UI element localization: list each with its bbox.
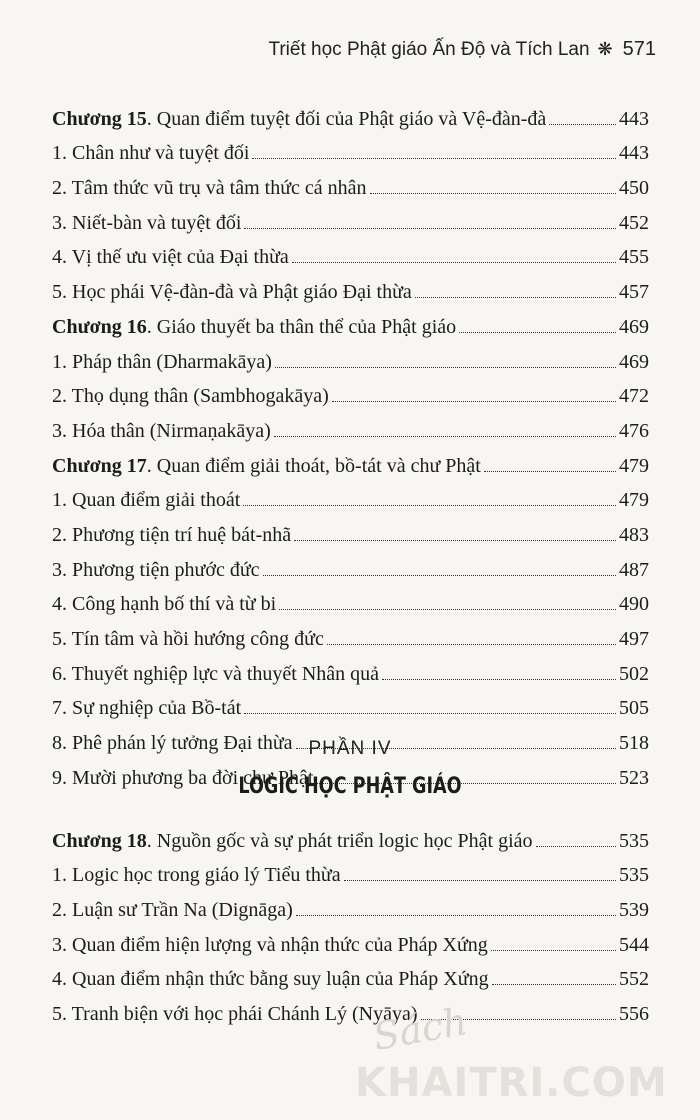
toc-entry-title: 1. Pháp thân (Dharmakāya) [52, 350, 272, 373]
toc-entry [52, 512, 649, 547]
part-heading: PHẦN IV [308, 738, 392, 759]
toc-entry-title: . Nguồn gốc và sự phát triển logic học Phật giáo [146, 829, 533, 852]
toc-entry-label [52, 488, 240, 512]
toc-page-number: 450 [619, 177, 649, 200]
toc-entry-title: 7. Sự nghiệp của Bồ-tát [52, 697, 242, 720]
toc-entry-title: 2. Luận sư Trần Na (Dignāga) [52, 899, 293, 922]
toc-entry-title: 4. Vị thế ưu việt của Đại thừa [52, 246, 289, 269]
toc-entry [52, 922, 649, 957]
chapter-number: Chương 17 [52, 454, 147, 477]
dot-leader [459, 332, 616, 333]
watermark-script: Sách [369, 999, 471, 1059]
toc-page-number: 455 [619, 246, 649, 269]
dot-leader [549, 124, 616, 125]
toc-entry-title: 4. Quan điểm nhận thức bằng suy luận của Pháp Xứng [52, 968, 489, 991]
toc-entry-label [52, 176, 367, 200]
toc-entry-label [52, 245, 289, 269]
dot-leader [296, 915, 616, 916]
dot-leader [244, 713, 616, 714]
toc-page-number: 556 [619, 1003, 649, 1026]
dot-leader [274, 436, 616, 437]
toc-page-number: 490 [619, 593, 649, 616]
toc-entry-label [52, 454, 481, 478]
chapter-number: Chương 15 [52, 107, 147, 130]
toc-entry-label [52, 898, 293, 922]
toc-entry-label [52, 863, 341, 887]
dot-leader [243, 505, 616, 506]
toc-section-1 [52, 96, 649, 790]
dot-leader [382, 679, 616, 680]
dot-leader [292, 262, 616, 263]
separator-ornament: ❋ [597, 39, 613, 59]
toc-page-number: 476 [619, 419, 649, 442]
toc-page-number: 497 [619, 628, 649, 650]
toc-page-number: 469 [619, 350, 649, 373]
dot-leader [263, 575, 616, 576]
toc-entry-label [52, 933, 488, 957]
toc-page-number: 535 [619, 864, 649, 887]
dot-leader [279, 609, 616, 610]
dot-leader [484, 471, 616, 472]
toc-page-number: 469 [619, 315, 649, 338]
toc-section-2 [52, 818, 649, 1026]
toc-entry-label [52, 558, 260, 582]
toc-entry [52, 374, 649, 409]
toc-entry-label [52, 627, 324, 651]
page-number: 571 [622, 38, 656, 60]
toc-entry-title: 9. Mười phương ba đời chư Phật [52, 766, 314, 789]
dot-leader [492, 984, 616, 985]
dot-leader [327, 644, 616, 645]
toc-page-number: 443 [619, 107, 649, 130]
toc-page-number: 472 [619, 385, 649, 408]
toc-entry-label [52, 696, 241, 720]
toc-entry-title: 1. Logic học trong giáo lý Tiểu thừa [52, 864, 341, 887]
dot-leader [536, 846, 616, 847]
toc-page-number: 483 [619, 523, 649, 546]
toc-entry [52, 478, 649, 513]
toc-page-number: 523 [619, 766, 649, 789]
toc-page-number: 535 [619, 829, 649, 852]
toc-entry-title: 1. Quan điểm giải thoát [52, 489, 241, 512]
toc-entry [52, 131, 649, 166]
toc-page-number: 518 [619, 732, 649, 755]
toc-entry-label [52, 315, 456, 339]
toc-page-number: 539 [619, 899, 649, 922]
toc-entry-title: . Quan điểm tuyệt đối của Phật giáo và Vệ-đàn-đà [146, 107, 547, 130]
toc-page-number: 502 [619, 662, 649, 685]
toc-entry [52, 686, 649, 721]
toc-entry-label [52, 141, 249, 165]
toc-chapter-entry [52, 96, 649, 131]
toc-entry [52, 547, 649, 582]
dot-leader [275, 367, 616, 368]
watermark-text: KHAITRI.COM [355, 1060, 668, 1106]
dot-leader [370, 193, 616, 194]
toc-entry-title: . Quan điểm giải thoát, bồ-tát và chư Phật [146, 454, 481, 477]
running-header [268, 38, 656, 61]
toc-entry-title: 6. Thuyết nghiệp lực và thuyết Nhân quả [52, 662, 380, 685]
toc-entry-title: 2. Tâm thức vũ trụ và tâm thức cá nhân [52, 177, 367, 200]
toc-chapter-entry [52, 443, 649, 478]
toc-entry-label [52, 419, 271, 443]
toc-entry [52, 616, 649, 651]
toc-entry-title: 4. Công hạnh bố thí và từ bi [52, 593, 277, 616]
chapter-number: Chương 16 [52, 315, 147, 338]
toc-entry-title: 3. Niết-bàn và tuyệt đối [52, 211, 242, 234]
toc-entry [52, 853, 649, 888]
toc-chapter-entry [52, 304, 649, 339]
dot-leader [252, 158, 616, 159]
toc-entry-label [52, 384, 329, 408]
toc-entry-label [52, 523, 291, 547]
toc-entry-label [52, 211, 241, 235]
toc-entry-label [52, 592, 276, 616]
toc-chapter-entry [52, 818, 649, 853]
toc-page-number: 479 [619, 454, 649, 477]
toc-page-number: 457 [619, 281, 649, 304]
toc-entry-title: 5. Tín tâm và hồi hướng công đức [52, 628, 324, 650]
toc-page-number: 479 [619, 489, 649, 512]
toc-entry-label [52, 280, 412, 304]
toc-entry [52, 165, 649, 200]
toc-entry [52, 582, 649, 617]
toc-entry-title: 3. Quan điểm hiện lượng và nhận thức của Pháp Xứng [52, 933, 488, 956]
toc-entry-title: 5. Tranh biện với học phái Chánh Lý (Nyāya) [52, 1003, 418, 1026]
toc-entry-title: 2. Thọ dụng thân (Sambhogakāya) [52, 385, 329, 408]
toc-entry-label [52, 350, 272, 374]
toc-entry [52, 339, 649, 374]
dot-leader [244, 228, 616, 229]
toc-entry [52, 269, 649, 304]
dot-leader [294, 540, 616, 541]
running-title: Triết học Phật giáo Ấn Độ và Tích Lan [268, 38, 590, 60]
toc-entry-title: 1. Chân như và tuyệt đối [52, 142, 250, 165]
toc-entry-label [52, 829, 533, 853]
toc-entry [52, 887, 649, 922]
dot-leader [344, 880, 616, 881]
toc-entry [52, 651, 649, 686]
toc-page-number: 452 [619, 211, 649, 234]
toc-entry [52, 957, 649, 992]
toc-entry [52, 408, 649, 443]
dot-leader [415, 297, 616, 298]
toc-entry [52, 200, 649, 235]
watermark-logo [355, 999, 685, 1115]
toc-entry-label [52, 107, 546, 131]
toc-entry-label [52, 967, 489, 991]
toc-entry-label [52, 662, 379, 686]
toc-page-number: 544 [619, 933, 649, 956]
toc-page-number: 487 [619, 558, 649, 581]
dot-leader [491, 950, 616, 951]
toc-page-number: 552 [619, 968, 649, 991]
toc-page-number: 505 [619, 697, 649, 720]
toc-entry-title: . Giáo thuyết ba thân thể của Phật giáo [146, 315, 457, 338]
dot-leader [332, 401, 616, 402]
toc-entry-title: 8. Phê phán lý tưởng Đại thừa [52, 732, 293, 755]
chapter-number: Chương 18 [52, 829, 147, 852]
toc-page-number: 443 [619, 142, 649, 165]
toc-entry [52, 235, 649, 270]
toc-entry-title: 2. Phương tiện trí huệ bát-nhã [52, 523, 292, 546]
toc-entry-title: 3. Phương tiện phước đức [52, 558, 260, 581]
toc-entry-title: 3. Hóa thân (Nirmaṇakāya) [52, 419, 271, 442]
part-title: LOGIC HỌC PHẬT GIÁO [238, 774, 462, 799]
toc-entry-title: 5. Học phái Vệ-đàn-đà và Phật giáo Đại thừa [52, 281, 412, 304]
